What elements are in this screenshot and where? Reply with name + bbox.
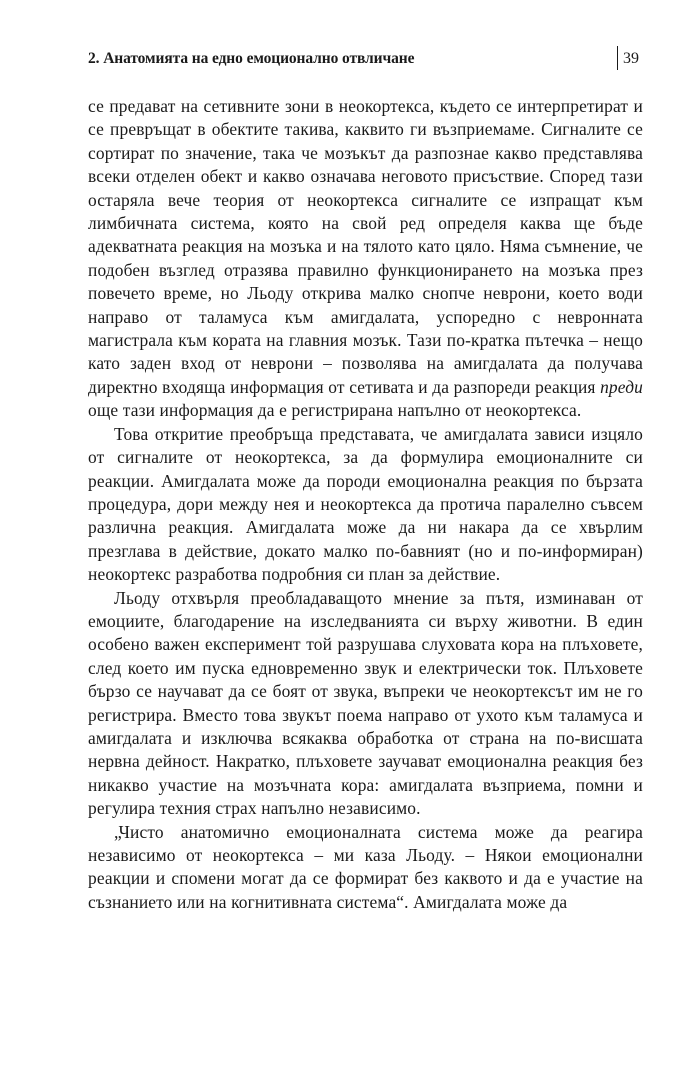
paragraph-text: се предават на сетивните зони в неокортекса, където се интерпретират и се превръщат в обектите такива, каквито ги възприемаме. Сигналите се сортират по значение, така че мозъкът да разпознае какво представлява всеки отделен обект и какво означава неговото присъствие. Според тази остаряла вече теория от неокортекса сигналите се изпращат към лимбичната система, която на свой ред определя каква ще бъде адекватната реакция на мозъка и на тялото като цяло. Няма съмнение, че подобен възглед отразява правилно функционирането на мозъка през повечето време, но Льоду открива малко снопче неврони, което води направо от таламуса към амигдалата, успоредно с невронната магистрала към кората на главния мозък. Тази по-кратка пътечка – нещо като заден вход от неврони – позволява на амигдалата да получава директно входяща информация от сетивата и да разпореди реакция: [88, 96, 643, 397]
running-head: [88, 46, 644, 76]
chapter-title: 2. Анатомията на едно емоционално отвличане: [88, 50, 415, 67]
paragraph: Това откритие преобръща представата, че амигдалата зависи изцяло от сигналите от неокортекса, за да формулира емоционалните си реакции. Амигдалата може да породи емоционална реакция по бързата процедура, дори между нея и неокортекса да протича паралелно съвсем различна реакция. Амигдалата може да ни накара да се хвърлим презглава в действие, докато малко по-бавният (но и по-информиран) неокортекс разработва подробния си план за действие.: [88, 423, 643, 585]
body-text: [88, 95, 643, 914]
paragraph-text: още тази информация да е регистрирана напълно от неокортекса.: [88, 400, 582, 421]
page-number: 39: [623, 50, 639, 67]
paragraph: [88, 95, 643, 423]
emphasized-word: преди: [600, 376, 643, 397]
paragraph: Льоду отхвърля преобладаващото мнение за пътя, изминаван от емоциите, благодарение на изследванията си върху животни. В един особено важен експеримент той разрушава слуховата кора на плъховете, след което им пуска едновременно звук и електрически ток. Плъховете бързо се научават да се боят от звука, въпреки че неокортексът им не го регистрира. Вместо това звукът поема направо от ухото към таламуса и амигдалата и изключва всякаква обработка от страна на по-висшата нервна дейност. Накратко, плъховете заучават емоционална реакция без никакво участие на мозъчната кора: амигдалата възприема, помни и регулира техния страх напълно независимо.: [88, 587, 643, 819]
paragraph: „Чисто анатомично емоционалната система може да реагира независимо от неокортекса – ми каза Льоду. – Някои емоционални реакции и спомени могат да се формират без каквото и да е участие на съзнанието или на когнитивната система“. Амигдалата може да: [88, 821, 643, 912]
header-divider: [617, 46, 618, 70]
